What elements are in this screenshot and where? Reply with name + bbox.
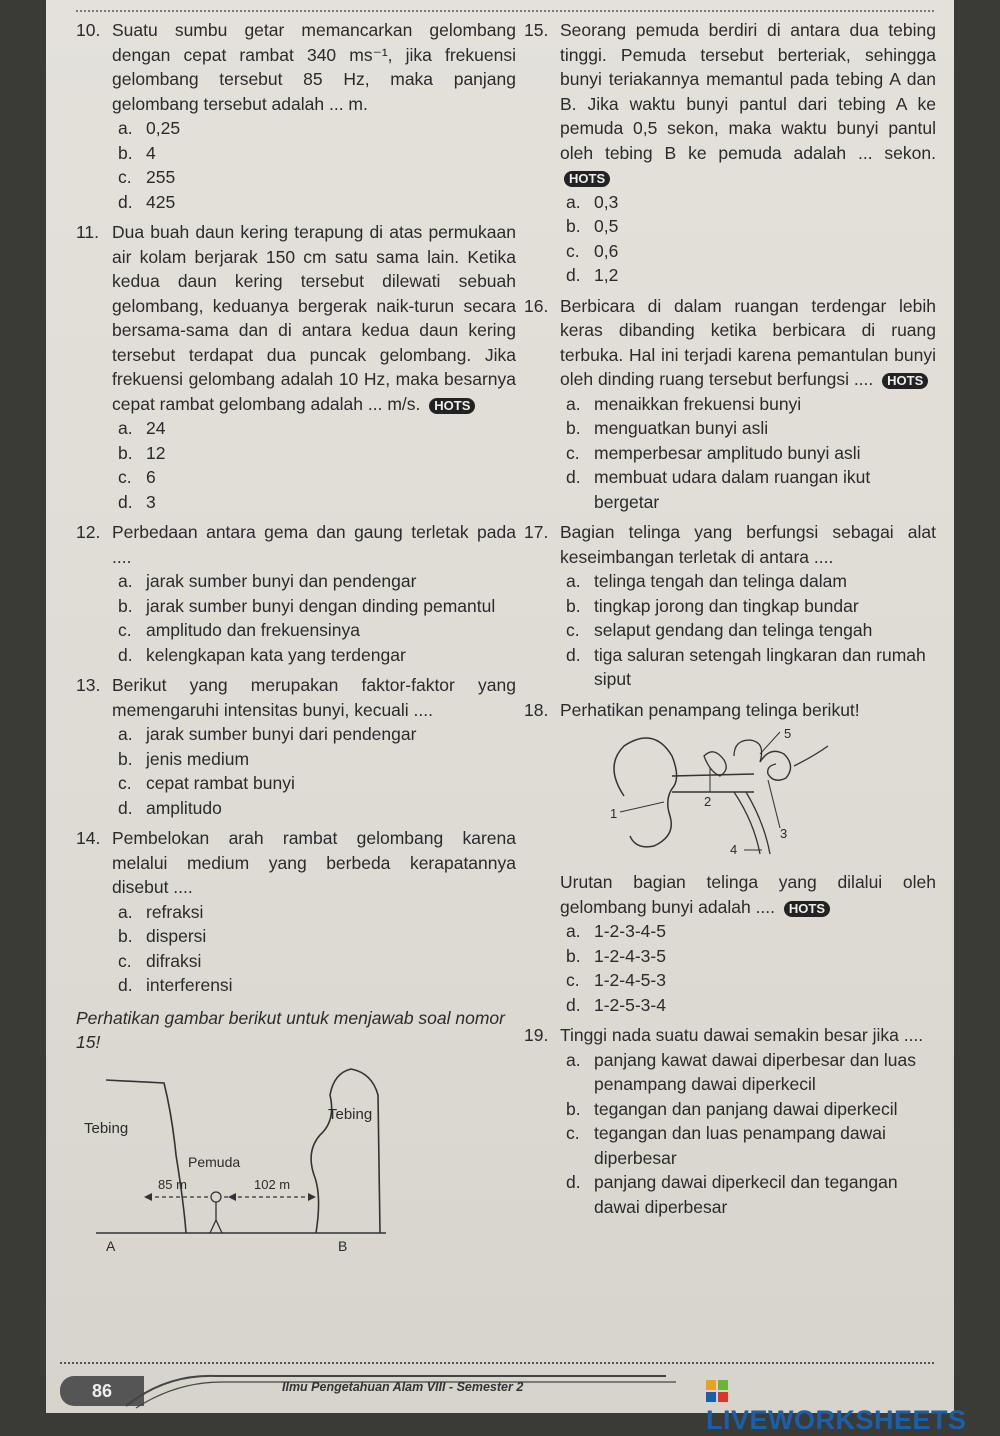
option-d[interactable] — [566, 263, 936, 288]
option-text: difraksi — [146, 950, 202, 971]
options — [118, 416, 516, 514]
question-number: 15. — [524, 20, 549, 40]
question-number: 18. — [524, 699, 549, 720]
option-c[interactable] — [566, 441, 936, 466]
ear-label-4: 4 — [730, 842, 738, 857]
option-label: d. — [566, 265, 581, 285]
question-number: 12. — [76, 522, 101, 542]
option-text: telinga tengah dan telinga dalam — [594, 571, 847, 591]
liveworksheets-brand[interactable] — [706, 1374, 967, 1436]
option-text: memperbesar amplitudo bunyi asli — [594, 442, 861, 463]
semicircular-canal-outline — [734, 740, 762, 762]
right-cliff-label: Tebing — [328, 1105, 373, 1123]
option-text: jenis medium — [146, 748, 250, 769]
option-d[interactable] — [566, 1170, 936, 1219]
question-text: Pembelokan arah rambat gelombang karena melalui medium yang berbeda kerapatannya disebut .... — [112, 828, 516, 897]
person-head-icon — [211, 1192, 221, 1202]
option-b[interactable] — [118, 141, 516, 166]
option-label: a. — [566, 191, 581, 212]
brand-text: LIVEWORKSHEETS — [706, 1405, 967, 1435]
question-text: Suatu sumbu getar memancarkan gelombang dengan cepat rambat 340 ms⁻¹, jika frekuensi gelombang tersebut 85 Hz, maka panjang gelombang tersebut adalah ... m. — [112, 20, 516, 114]
option-text: panjang dawai diperkecil dan tegangan dawai diperbesar — [594, 1172, 898, 1217]
point-b-label: B — [338, 1237, 348, 1254]
option-text: 1-2-3-4-5 — [594, 921, 666, 941]
options — [118, 722, 516, 820]
question-11 — [76, 220, 516, 514]
outer-ear-outline — [614, 738, 677, 847]
question-number: 10. — [76, 20, 101, 40]
question-number: 16. — [524, 295, 549, 316]
left-cliff-label: Tebing — [84, 1119, 129, 1137]
option-text: 1-2-4-3-5 — [594, 945, 666, 966]
hots-badge: HOTS — [564, 171, 610, 187]
option-label: c. — [118, 950, 132, 971]
option-d[interactable] — [118, 190, 516, 215]
option-text: panjang kawat dawai diperbesar dan luas penampang dawai diperkecil — [594, 1049, 917, 1094]
right-column — [524, 18, 936, 1225]
option-label: c. — [566, 240, 580, 261]
question-12 — [76, 520, 516, 667]
option-text: 1-2-5-3-4 — [594, 994, 666, 1015]
option-text: kelengkapan kata yang terdengar — [146, 644, 406, 665]
option-label: a. — [118, 418, 133, 438]
option-c[interactable] — [566, 239, 936, 264]
option-text: selaput gendang dan telinga tengah — [594, 620, 873, 640]
option-label: a. — [118, 724, 133, 744]
distance-left-label: 85 m — [158, 1176, 187, 1192]
option-text: 24 — [146, 418, 166, 438]
option-c[interactable] — [118, 165, 516, 190]
option-d[interactable] — [118, 490, 516, 515]
ear-cross-section-figure — [584, 726, 874, 866]
question-text: Tinggi nada suatu dawai semakin besar jika .... — [560, 1025, 924, 1045]
option-b[interactable] — [566, 214, 936, 239]
option-text: jarak sumber bunyi dari pendengar — [146, 724, 417, 744]
option-label: c. — [118, 167, 132, 187]
question-14 — [76, 826, 516, 998]
question-text — [560, 18, 936, 190]
option-c[interactable] — [118, 949, 516, 974]
question-text-body: Seorang pemuda berdiri di antara dua tebing tinggi. Pemuda tersebut berteriak, sehingga bunyi teriakannya memantul pada tebing A dan B. Jika waktu bunyi pantul dari tebing A ke pemuda 0,5 sekon, maka waktu bunyi pantul oleh tebing B ke pemuda adalah ... sekon. — [560, 20, 936, 163]
ear-label-1: 1 — [610, 806, 618, 821]
option-label: c. — [118, 773, 132, 793]
option-text: refraksi — [146, 901, 204, 922]
option-label: a. — [566, 1049, 581, 1070]
option-text: tegangan dan panjang dawai diperkecil — [594, 1098, 898, 1119]
options — [118, 116, 516, 214]
page-number: 86 — [60, 1376, 144, 1406]
cochlea-outline — [760, 751, 791, 780]
left-column — [76, 18, 516, 1255]
right-cliff-outline — [311, 1069, 380, 1233]
option-label: b. — [566, 216, 581, 236]
arrow-head-person-left — [228, 1193, 236, 1201]
figure-instruction: Perhatikan gambar berikut untuk menjawab soal nomor 15! — [76, 1007, 505, 1052]
option-text: menaikkan frekuensi bunyi — [594, 393, 802, 414]
option-label: b. — [566, 945, 581, 966]
question-number: 13. — [76, 675, 101, 695]
page-footer — [46, 1362, 967, 1435]
option-label: b. — [566, 595, 581, 616]
point-a-label: A — [106, 1237, 116, 1254]
option-text: jarak sumber bunyi dan pendengar — [146, 571, 417, 591]
eustachian-tube-outline — [734, 792, 770, 854]
question-19 — [524, 1023, 936, 1219]
option-label: b. — [118, 748, 133, 769]
options — [566, 1048, 936, 1220]
question-text: Bagian telinga yang berfungsi sebagai alat keseimbangan terletak di antara .... — [560, 522, 936, 567]
question-number: 19. — [524, 1025, 549, 1045]
option-text: jarak sumber bunyi dengan dinding pemantul — [146, 595, 496, 616]
option-text: 255 — [146, 167, 176, 187]
option-c[interactable] — [566, 968, 936, 993]
option-text: 4 — [146, 142, 156, 163]
question-number: 14. — [76, 828, 101, 848]
option-text: 12 — [146, 442, 166, 463]
option-label: b. — [118, 595, 133, 616]
options — [566, 569, 936, 692]
option-label: b. — [118, 142, 133, 163]
option-a[interactable] — [566, 919, 936, 944]
question-text-body: Urutan bagian telinga yang dilalui oleh gelombang bunyi adalah .... — [560, 872, 936, 917]
option-d[interactable] — [118, 796, 516, 821]
options — [118, 900, 516, 998]
option-c[interactable] — [118, 771, 516, 796]
option-label: c. — [118, 467, 132, 487]
worksheet-page — [46, 0, 967, 1435]
option-a[interactable] — [566, 190, 936, 215]
left-cliff-outline — [106, 1080, 186, 1233]
liveworksheets-logo-icon — [706, 1380, 728, 1402]
option-text: tingkap jorong dan tingkap bundar — [594, 595, 859, 616]
option-label: a. — [118, 118, 133, 138]
question-text-continued — [560, 870, 936, 919]
option-text: 6 — [146, 467, 156, 487]
footer-divider — [60, 1362, 934, 1364]
option-text: tegangan dan luas penampang dawai diperbesar — [594, 1123, 886, 1168]
person-label: Pemuda — [188, 1153, 241, 1170]
question-text — [560, 294, 936, 392]
question-number: 11. — [76, 222, 100, 242]
option-d[interactable] — [118, 643, 516, 668]
option-a[interactable] — [566, 392, 936, 417]
options — [566, 190, 936, 288]
option-a[interactable] — [118, 900, 516, 925]
book-title: Ilmu Pengetahuan Alam VIII - Semester 2 — [282, 1380, 524, 1394]
option-label: c. — [566, 1123, 580, 1143]
question-text-body: Berbicara di dalam ruangan terdengar lebih keras dibanding ketika berbicara di ruang terbuka. Hal ini terjadi karena pemantulan bunyi oleh dinding ruang tersebut berfungsi .... — [560, 295, 936, 389]
option-label: d. — [118, 491, 133, 512]
ear-label-3: 3 — [780, 826, 788, 841]
person-leg-icon — [216, 1220, 222, 1233]
option-a[interactable] — [118, 416, 516, 441]
option-label: a. — [566, 393, 581, 414]
options — [118, 569, 516, 667]
option-label: d. — [118, 975, 133, 995]
arrow-head-left — [144, 1193, 152, 1201]
option-label: c. — [118, 620, 132, 640]
option-label: c. — [566, 970, 580, 990]
question-15 — [524, 18, 936, 288]
option-b[interactable] — [118, 594, 516, 619]
question-text: Perhatikan penampang telinga berikut! — [560, 699, 860, 720]
option-label: d. — [118, 797, 133, 818]
option-text: interferensi — [146, 975, 233, 995]
cliff-figure — [76, 1055, 396, 1255]
option-label: a. — [566, 921, 581, 941]
label-line-1 — [620, 802, 664, 812]
options — [566, 919, 936, 1017]
hots-badge: HOTS — [429, 398, 475, 414]
question-16 — [524, 294, 936, 515]
question-text — [112, 220, 516, 416]
option-a[interactable] — [118, 722, 516, 747]
option-c[interactable] — [566, 1121, 936, 1170]
question-text-body: Dua buah daun kering terapung di atas permukaan air kolam berjarak 150 cm satu sama lain. Ketika kedua daun kering tersebut dilewati sebuah gelombang, keduanya bergerak naik-turun secara bersama-sama dan di antara kedua daun kering tersebut terdapat dua puncak gelombang. Jika frekuensi gelombang adalah 10 Hz, maka besarnya cepat rambat gelombang adalah ... m/s. — [112, 222, 516, 414]
question-13 — [76, 673, 516, 820]
option-d[interactable] — [118, 973, 516, 998]
option-text: 1,2 — [594, 265, 619, 285]
option-b[interactable] — [118, 441, 516, 466]
option-text: 0,6 — [594, 240, 619, 261]
option-label: c. — [566, 442, 580, 463]
option-text: dispersi — [146, 926, 207, 946]
option-b[interactable] — [118, 924, 516, 949]
option-label: a. — [118, 571, 133, 591]
hots-badge: HOTS — [784, 901, 830, 917]
option-label: a. — [566, 571, 581, 591]
option-d[interactable] — [566, 993, 936, 1018]
option-label: d. — [118, 644, 133, 665]
option-text: menguatkan bunyi asli — [594, 418, 769, 438]
label-line-3 — [768, 780, 780, 828]
option-text: 3 — [146, 491, 156, 512]
option-a[interactable] — [118, 116, 516, 141]
option-label: d. — [566, 467, 581, 487]
options — [566, 392, 936, 515]
question-text: Perbedaan antara gema dan gaung terletak pada .... — [112, 522, 516, 567]
option-text: 1-2-4-5-3 — [594, 970, 666, 990]
option-text: cepat rambat bunyi — [146, 773, 295, 793]
option-label: b. — [118, 926, 133, 946]
option-text: membuat udara dalam ruangan ikut bergetar — [594, 467, 871, 512]
option-text: 425 — [146, 191, 176, 212]
question-number: 17. — [524, 522, 549, 542]
option-c[interactable] — [566, 618, 936, 643]
option-text: amplitudo dan frekuensinya — [146, 620, 361, 640]
ossicles-outline — [704, 752, 726, 776]
label-line-5 — [760, 732, 780, 754]
option-label: a. — [118, 901, 133, 922]
hots-badge: HOTS — [882, 373, 928, 389]
option-label: c. — [566, 620, 580, 640]
option-a[interactable] — [118, 569, 516, 594]
option-label: b. — [566, 1098, 581, 1119]
ear-label-5: 5 — [784, 726, 792, 741]
option-b[interactable] — [566, 416, 936, 441]
option-a[interactable] — [566, 1048, 936, 1097]
question-17 — [524, 520, 936, 692]
option-d[interactable] — [566, 643, 936, 692]
option-b[interactable] — [566, 594, 936, 619]
option-text: tiga saluran setengah lingkaran dan rumah siput — [594, 644, 926, 689]
question-18 — [524, 698, 936, 1018]
option-b[interactable] — [566, 944, 936, 969]
option-label: d. — [566, 644, 581, 665]
ear-canal-outline — [672, 774, 754, 792]
ear-label-2: 2 — [704, 794, 712, 809]
question-text: Berikut yang merupakan faktor-faktor yang memengaruhi intensitas bunyi, kecuali .... — [112, 675, 516, 720]
option-d[interactable] — [566, 465, 936, 514]
option-c[interactable] — [118, 465, 516, 490]
option-text: 0,25 — [146, 118, 181, 138]
option-label: b. — [566, 418, 581, 438]
option-label: d. — [118, 191, 133, 212]
option-b[interactable] — [566, 1097, 936, 1122]
nerve-outline — [794, 746, 828, 766]
question-10 — [76, 18, 516, 214]
option-text: 0,5 — [594, 216, 619, 236]
option-label: b. — [118, 442, 133, 463]
option-b[interactable] — [118, 747, 516, 772]
option-c[interactable] — [118, 618, 516, 643]
option-a[interactable] — [566, 569, 936, 594]
option-label: d. — [566, 1172, 581, 1192]
distance-right-label: 102 m — [254, 1176, 291, 1192]
option-text: amplitudo — [146, 797, 222, 818]
person-leg-icon — [210, 1220, 216, 1233]
option-text: 0,3 — [594, 191, 619, 212]
arrow-head-right — [308, 1193, 316, 1201]
option-label: d. — [566, 994, 581, 1015]
top-divider — [76, 10, 934, 12]
